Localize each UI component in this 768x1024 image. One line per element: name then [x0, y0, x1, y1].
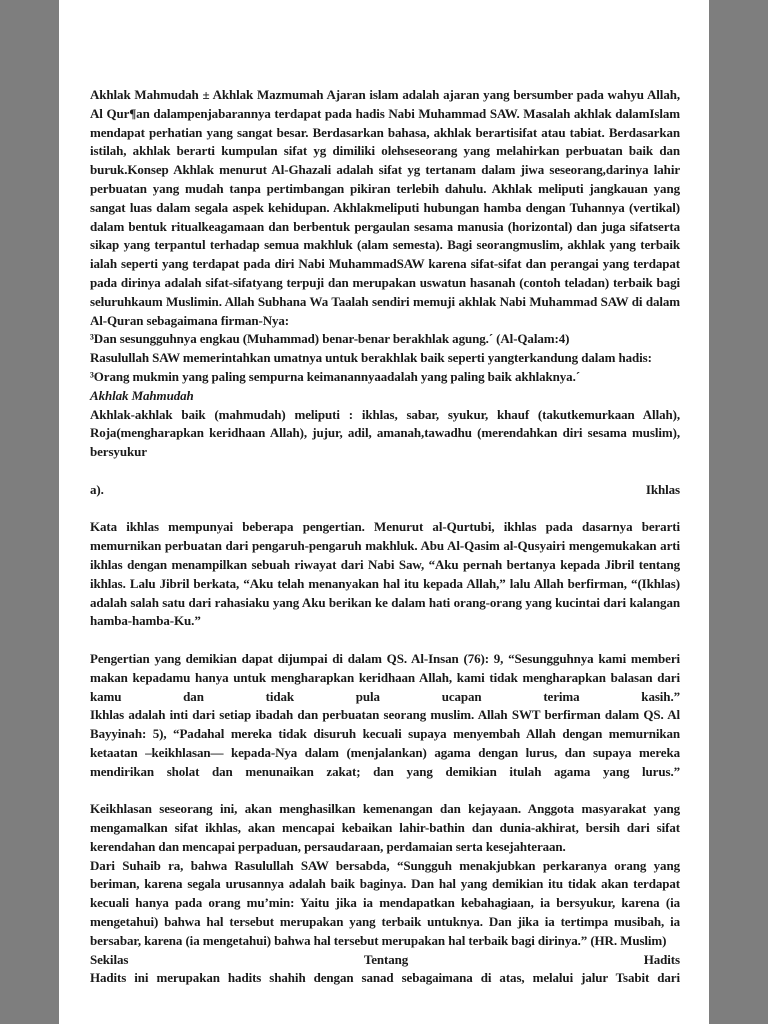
document-page [59, 0, 709, 1024]
list-marker: a). [90, 481, 104, 497]
blank-line [90, 462, 680, 481]
heading-word-sekilas: Sekilas [90, 951, 129, 967]
heading-sekilas-tentang-hadits [90, 951, 680, 970]
paragraph-akhlak-intro: Akhlak Mahmudah ± Akhlak Mazmumah Ajaran islam adalah ajaran yang bersumber pada wahyu Allah, Al Qur¶an dalampenjabarannya terdapat pada hadis Nabi Muhammad SAW. Masalah akhlak dalamIslam mendapat perhatian yang sangat besar. Berdasarkan bahasa, akhlak berartisifat atau tabiat. Berdasarkan istilah, akhlak berarti kumpulan sifat yg dimiliki olehseseorang yang melahirkan perbuatan baik dan buruk.Konsep Akhlak menurut Al-Ghazali adalah sifat yg tertanam dalam jiwa seseorang,darinya lahir perbuatan yang mudah tanpa pertimbangan pikiran terlebih dahulu. Akhlak meliputi jangkauan yang sangat luas dalam segala aspek kehidupan. Akhlakmeliputi hubungan hamba dengan Tuhannya (vertikal) dalam bentuk ritualkeagamaan dan berbentuk pergaulan sesama manusia (horizontal) dan juga sifatserta sikap yang terpantul terhadap semua makhluk (alam semesta). Bagi seorangmuslim, akhlak yang terbaik ialah seperti yang terdapat pada diri Nabi MuhammadSAW karena sifat-sifat dan perangai yang terdapat pada dirinya adalah sifat-sifatyang terpuji dan merupakan uswatun hasanah (contoh teladan) terbaik bagi seluruhkaum Muslimin. Allah Subhana Wa Taalah sendiri memuji akhlak Nabi Muhammad SAW di dalam Al-Quran sebagaimana firman-Nya: [90, 87, 680, 328]
paragraph-qs-al-bayyinah: Ikhlas adalah inti dari setiap ibadah dan perbuatan seorang muslim. Allah SWT berfirman dalam QS. Al Bayyinah: 5), “Padahal mereka tidak disuruh kecuali supaya menyembah Allah dengan memurnikan ketaatan –keikhlasan— kepada-Nya dalam (menjalankan) agama dengan lurus, dan supaya mereka mendirikan sholat dan menunaikan zakat; dan yang demikian itulah agama yang lurus.” [90, 707, 680, 779]
quran-quote-al-qalam: ³Dan sesungguhnya engkau (Muhammad) benar-benar berakhlak agung.´ (Al-Qalam:4) [90, 331, 570, 347]
list-item-heading-ikhlas [90, 481, 680, 500]
list-title-ikhlas: Ikhlas [645, 481, 680, 497]
paragraph-hadith-closing: Hadits ini merupakan hadits shahih dengan sanad sebagaimana di atas, melalui jalur Tsabit dari [90, 970, 680, 986]
blank-line [90, 631, 680, 650]
blank-line [90, 500, 680, 519]
hadith-intro-line: Rasulullah SAW memerintahkan umatnya untuk berakhlak baik seperti yangterkandung dalam hadis: [90, 350, 652, 366]
paragraph-ikhlas-definition: Kata ikhlas mempunyai beberapa pengertian. Menurut al-Qurtubi, ikhlas pada dasarnya berarti memurnikan perbuatan dari pengaruh-pengaruh makhluk. Abu Al-Qasim al-Qusyairi mengemukakan arti ikhlas dengan menampilkan sebuah riwayat dari Nabi Saw, “Aku pernah bertanya kepada Jibril tentang ikhlas. Lalu Jibril berkata, “Aku telah menanyakan hal itu kepada Allah,” lalu Allah berfirman, “(Ikhlas) adalah salah satu dari rahasiaku yang Aku berikan ke dalam hati orang-orang yang kucintai dari kalangan hamba-hamba-Ku.” [90, 519, 680, 629]
heading-word-hadits: Hadits [643, 951, 680, 967]
hadith-quote-mukmin: ³Orang mukmin yang paling sempurna keimanannyaadalah yang paling baik akhlaknya.´ [90, 368, 580, 384]
document-content [90, 86, 680, 988]
paragraph-qs-al-insan: Pengertian yang demikian dapat dijumpai di dalam QS. Al-Insan (76): 9, “Sesungguhnya kami memberi makan kepadamu hanya untuk mengharapkan keridhaan Allah, kami tidak mengharapkan balasan dari kamu dan tidak pula ucapan terima kasih.” [90, 650, 680, 704]
blank-line [90, 781, 680, 800]
paragraph-hadith-suhaib: Dari Suhaib ra, bahwa Rasulullah SAW bersabda, “Sungguh menakjubkan perkaranya orang yang beriman, karena segala urusannya adalah baik baginya. Dan hal yang demikian itu tidak akan terdapat kecuali hanya pada orang mu’min: Yaitu jika ia mendapatkan kebahagiaan, ia bersyukur, karena (ia mengetahui) bahwa hal tersebut merupakan yang terbaik untuknya. Dan jika ia tertimpa musibah, ia bersabar, karena (ia mengetahui) bahwa hal tersebut merupakan hal terbaik bagi dirinya.” (HR. Muslim) [90, 857, 680, 948]
paragraph-mahmudah-list: Akhlak-akhlak baik (mahmudah) meliputi : ikhlas, sabar, syukur, khauf (takutkemurkaan Allah), Roja(mengharapkan keridhaan Allah), jujur, adil, amanah,tawadhu (merendahkan diri sesama muslim), bersyukur [90, 406, 680, 460]
heading-word-tentang: Tentang [363, 951, 409, 967]
subheading-akhlak-mahmudah: Akhlak Mahmudah [90, 387, 194, 403]
paragraph-keikhlasan: Keikhlasan seseorang ini, akan menghasilkan kemenangan dan kejayaan. Anggota masyarakat yang mengamalkan sifat ikhlas, akan mencapai kebaikan lahir-bathin dan dunia-akhirat, bersih dari sifat kerendahan dan mencapai perpaduan, persaudaraan, perdamaian serta kesejahteraan. [90, 801, 680, 854]
